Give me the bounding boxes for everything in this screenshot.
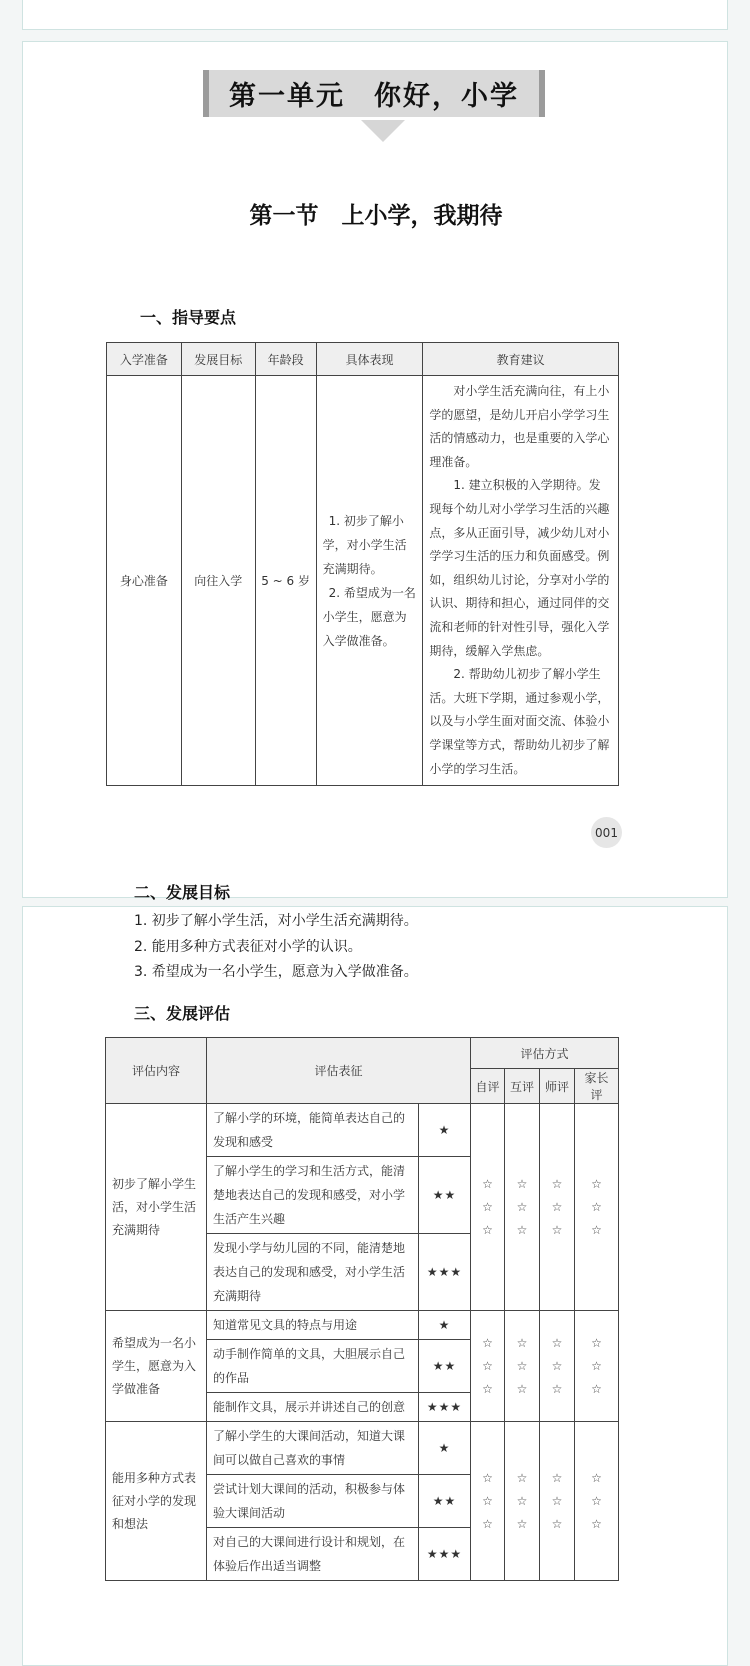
guidance-heading: 一、指导要点 <box>140 308 237 327</box>
rating-peer: ☆ ☆ ☆ <box>505 1422 540 1581</box>
indicator-desc: 了解小学的环境，能简单表达自己的发现和感受 <box>207 1104 419 1157</box>
goals-heading: 二、发展目标 <box>134 883 231 902</box>
performance-cell: 1. 初步了解小学，对小学生活充满期待。 2. 希望成为一名小学生，愿意为入学做准备。 <box>316 376 423 786</box>
header-cell: 入学准备 <box>107 343 182 376</box>
indicator-desc: 能制作文具，展示并讲述自己的创意 <box>207 1393 419 1422</box>
indicator-desc: 对自己的大课间进行设计和规划，在体验后作出适当调整 <box>207 1528 419 1581</box>
method-teacher: 师评 <box>540 1069 575 1104</box>
star-level: ★★ <box>419 1340 471 1393</box>
rating-teacher: ☆ ☆ ☆ <box>540 1104 575 1311</box>
goal-item: 1. 初步了解小学生活，对小学生活充满期待。 <box>134 913 418 929</box>
method-self: 自评 <box>471 1069 505 1104</box>
indicator-desc: 知道常见文具的特点与用途 <box>207 1311 419 1340</box>
guidance-table-row <box>107 376 619 786</box>
banner-pointer-triangle <box>361 120 405 142</box>
guidance-table <box>106 342 619 786</box>
rating-teacher: ☆ ☆ ☆ <box>540 1311 575 1422</box>
indicator-desc: 尝试计划大课间的活动，积极参与体验大课间活动 <box>207 1475 419 1528</box>
assessment-heading: 三、发展评估 <box>134 1004 231 1023</box>
rating-parent: ☆ ☆ ☆ <box>575 1422 619 1581</box>
star-level: ★★★ <box>419 1234 471 1311</box>
header-content: 评估内容 <box>106 1038 207 1104</box>
rating-peer: ☆ ☆ ☆ <box>505 1311 540 1422</box>
prep-cell: 身心准备 <box>107 376 182 786</box>
header-cell: 年龄段 <box>255 343 316 376</box>
header-cell: 具体表现 <box>316 343 423 376</box>
rating-parent: ☆ ☆ ☆ <box>575 1104 619 1311</box>
indicator-desc: 了解小学生的大课间活动，知道大课间可以做自己喜欢的事情 <box>207 1422 419 1475</box>
goal-cell: 向往入学 <box>181 376 255 786</box>
table-row <box>106 1422 619 1475</box>
rating-self: ☆ ☆ ☆ <box>471 1311 505 1422</box>
page-number-badge: 001 <box>591 817 622 848</box>
assessment-table <box>105 1037 619 1581</box>
star-level: ★★ <box>419 1475 471 1528</box>
goal-item: 2. 能用多种方式表征对小学的认识。 <box>134 938 362 955</box>
assessment-content: 初步了解小学生活，对小学生活充满期待 <box>106 1104 207 1311</box>
assessment-content: 能用多种方式表征对小学的发现和想法 <box>106 1422 207 1581</box>
indicator-desc: 发现小学与幼儿园的不同，能清楚地表达自己的发现和感受，对小学生活充满期待 <box>207 1234 419 1311</box>
indicator-desc: 动手制作简单的文具，大胆展示自己的作品 <box>207 1340 419 1393</box>
rating-self: ☆ ☆ ☆ <box>471 1104 505 1311</box>
unit-title-banner: 第一单元 你好，小学 <box>203 70 545 117</box>
suggestions-cell: 对小学生活充满向往，有上小学的愿望，是幼儿开启小学学习生活的情感动力，也是重要的入学心理准备。 1. 建立积极的入学期待。发现每个幼儿对小学学习生活的兴趣点，多从正面引导，减少幼儿对小学学习生活的压力和负面感受。例如，组织幼儿讨论，分享对小学的认识、期待和担心，通过同伴的交流和老师的针对性引导，强化入学期待，缓解入学焦虑。 2. 帮助幼儿初步了解小学生活。大班下学期，通过参观小学，以及与小学生面对面交流、体验小学课堂等方式，帮助幼儿初步了解小学的学习生活。 <box>423 376 619 786</box>
star-level: ★ <box>419 1311 471 1340</box>
page-001 <box>22 41 728 898</box>
header-cell: 教育建议 <box>423 343 619 376</box>
header-cell: 发展目标 <box>181 343 255 376</box>
star-level: ★★★ <box>419 1528 471 1581</box>
age-cell: 5 ~ 6 岁 <box>255 376 316 786</box>
section-title: 第一节 上小学，我期待 <box>249 202 503 229</box>
rating-peer: ☆ ☆ ☆ <box>505 1104 540 1311</box>
star-level: ★★ <box>419 1157 471 1234</box>
previous-page-fragment <box>22 0 728 30</box>
rating-teacher: ☆ ☆ ☆ <box>540 1422 575 1581</box>
table-row <box>106 1104 619 1157</box>
rating-parent: ☆ ☆ ☆ <box>575 1311 619 1422</box>
guidance-table-header <box>107 343 619 376</box>
rating-self: ☆ ☆ ☆ <box>471 1422 505 1581</box>
star-level: ★ <box>419 1422 471 1475</box>
method-parent: 家长评 <box>575 1069 619 1104</box>
assessment-header-row <box>106 1038 619 1069</box>
header-indicator: 评估表征 <box>207 1038 471 1104</box>
star-level: ★ <box>419 1104 471 1157</box>
goal-item: 3. 希望成为一名小学生，愿意为入学做准备。 <box>134 964 418 980</box>
goals-list <box>134 909 634 986</box>
header-method: 评估方式 <box>471 1038 619 1069</box>
table-row <box>106 1311 619 1340</box>
indicator-desc: 了解小学生的学习和生活方式，能清楚地表达自己的发现和感受，对小学生活产生兴趣 <box>207 1157 419 1234</box>
assessment-content: 希望成为一名小学生，愿意为入学做准备 <box>106 1311 207 1422</box>
star-level: ★★★ <box>419 1393 471 1422</box>
method-peer: 互评 <box>505 1069 540 1104</box>
